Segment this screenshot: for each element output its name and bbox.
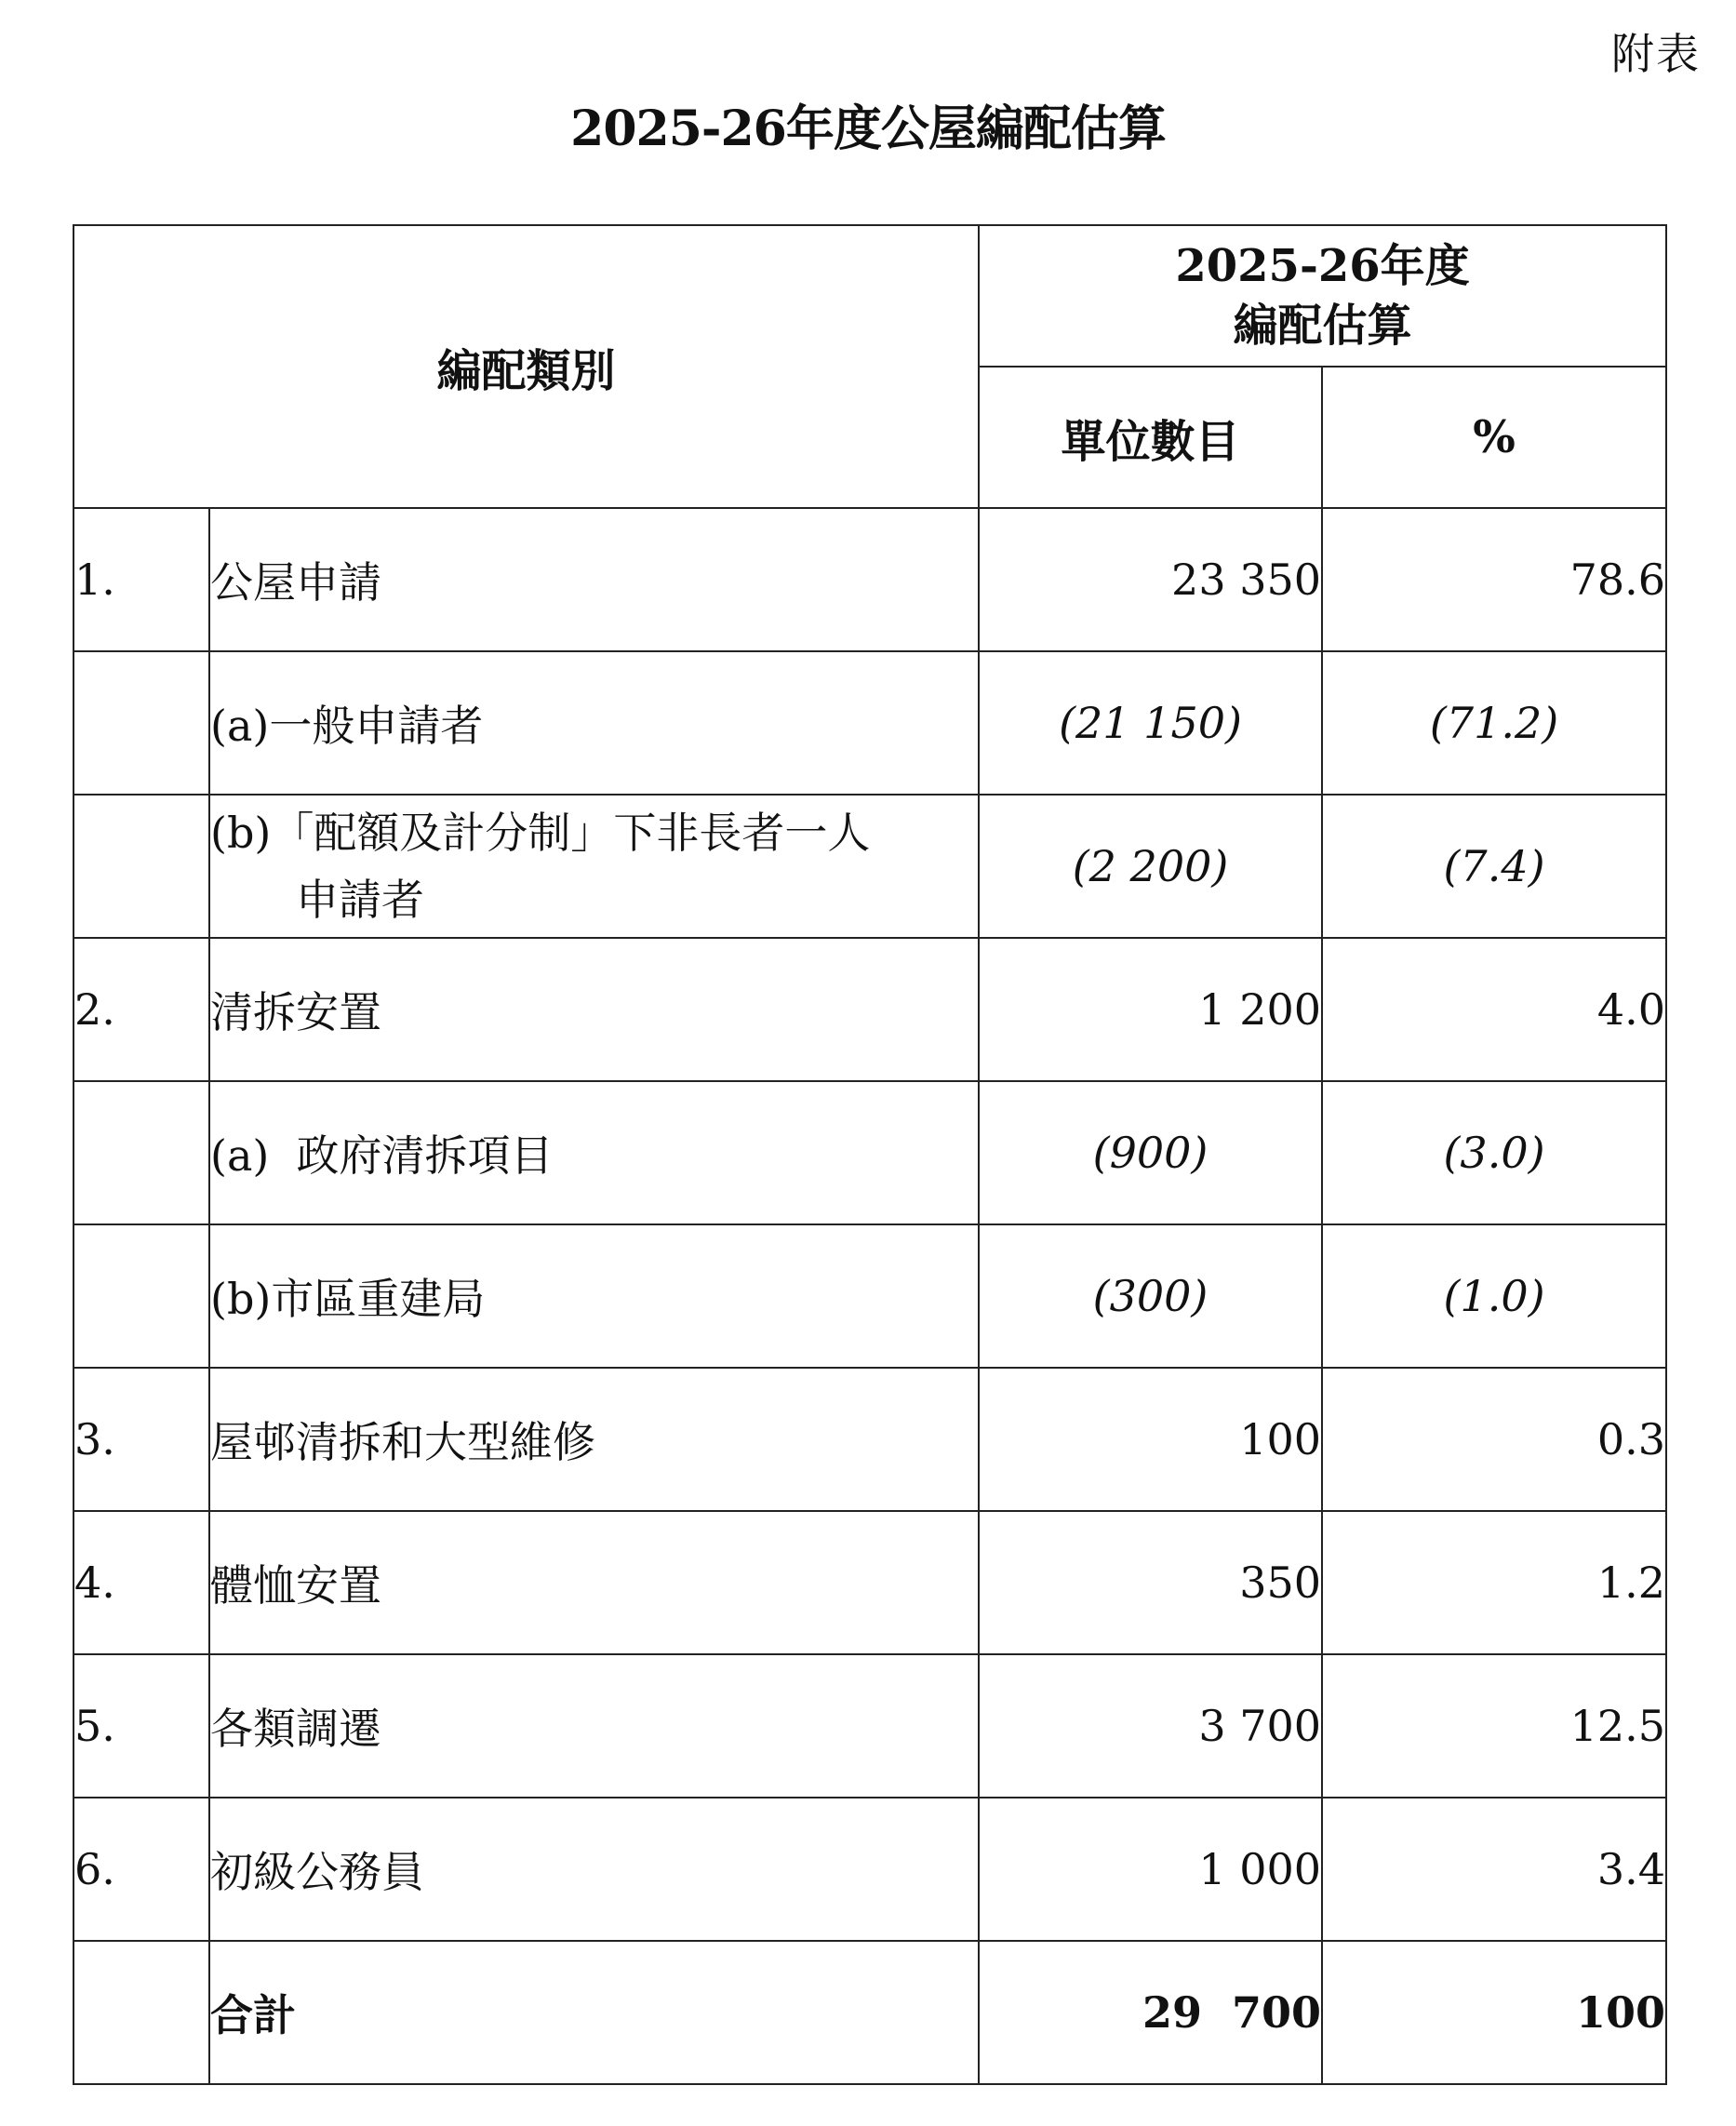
row-category: (a) 政府清拆項目 <box>209 1081 979 1224</box>
table-row <box>73 651 1666 795</box>
header-units: 單位數目 <box>979 367 1322 508</box>
page-title: 2025-26年度公屋編配估算 <box>570 100 1166 157</box>
row-number: 1. <box>73 508 209 651</box>
header-category: 編配類別 <box>73 225 979 508</box>
table-row <box>73 795 1666 938</box>
row-number <box>73 795 209 938</box>
row-number: 4. <box>73 1511 209 1654</box>
row-percent: 1.2 <box>1322 1511 1666 1654</box>
row-percent: (71.2) <box>1322 651 1666 795</box>
row-category <box>209 795 979 938</box>
table-row <box>73 938 1666 1081</box>
row-percent: (7.4) <box>1322 795 1666 938</box>
table-row <box>73 1368 1666 1511</box>
total-number <box>73 1941 209 2084</box>
row-units: 3 700 <box>979 1654 1322 1798</box>
row-number <box>73 651 209 795</box>
total-label: 合計 <box>209 1941 979 2084</box>
row-units: 1 200 <box>979 938 1322 1081</box>
table-row <box>73 1511 1666 1654</box>
row-percent: (1.0) <box>1322 1224 1666 1368</box>
annex-label: 附表 <box>1611 29 1701 79</box>
header-period-line2: 編配估算 <box>1233 300 1412 352</box>
header-percent: % <box>1322 367 1666 508</box>
row-number <box>73 1224 209 1368</box>
table-row <box>73 1654 1666 1798</box>
row-units: (300) <box>979 1224 1322 1368</box>
row-number: 2. <box>73 938 209 1081</box>
row-category: (b)市區重建局 <box>209 1224 979 1368</box>
row-units: 100 <box>979 1368 1322 1511</box>
row-category: 體恤安置 <box>209 1511 979 1654</box>
row-number: 5. <box>73 1654 209 1798</box>
row-units: (900) <box>979 1081 1322 1224</box>
header-period <box>979 225 1666 367</box>
row-percent: 4.0 <box>1322 938 1666 1081</box>
row-category: 各類調遷 <box>209 1654 979 1798</box>
row-category-line1: (b)「配額及計分制」下非長者一人 <box>210 808 871 858</box>
row-units: 23 350 <box>979 508 1322 651</box>
row-units: 1 000 <box>979 1798 1322 1941</box>
row-number: 6. <box>73 1798 209 1941</box>
row-units: 350 <box>979 1511 1322 1654</box>
table-row <box>73 1798 1666 1941</box>
row-category: (a)一般申請者 <box>209 651 979 795</box>
row-percent: 3.4 <box>1322 1798 1666 1941</box>
total-percent: 100 <box>1322 1941 1666 2084</box>
header-period-line1: 2025-26年度 <box>1175 240 1470 292</box>
total-row <box>73 1941 1666 2084</box>
allocation-table <box>73 224 1667 2085</box>
row-percent: 78.6 <box>1322 508 1666 651</box>
table-header-row <box>73 225 1666 367</box>
row-units: (21 150) <box>979 651 1322 795</box>
row-category: 清拆安置 <box>209 938 979 1081</box>
row-category: 公屋申請 <box>209 508 979 651</box>
table-row <box>73 1224 1666 1368</box>
row-category: 初級公務員 <box>209 1798 979 1941</box>
row-category-line2: 申請者 <box>296 875 424 925</box>
row-number: 3. <box>73 1368 209 1511</box>
total-units: 29 700 <box>979 1941 1322 2084</box>
row-units: (2 200) <box>979 795 1322 938</box>
table-row <box>73 508 1666 651</box>
row-number <box>73 1081 209 1224</box>
row-category: 屋邨清拆和大型維修 <box>209 1368 979 1511</box>
row-percent: 12.5 <box>1322 1654 1666 1798</box>
table-row <box>73 1081 1666 1224</box>
row-percent: (3.0) <box>1322 1081 1666 1224</box>
row-percent: 0.3 <box>1322 1368 1666 1511</box>
